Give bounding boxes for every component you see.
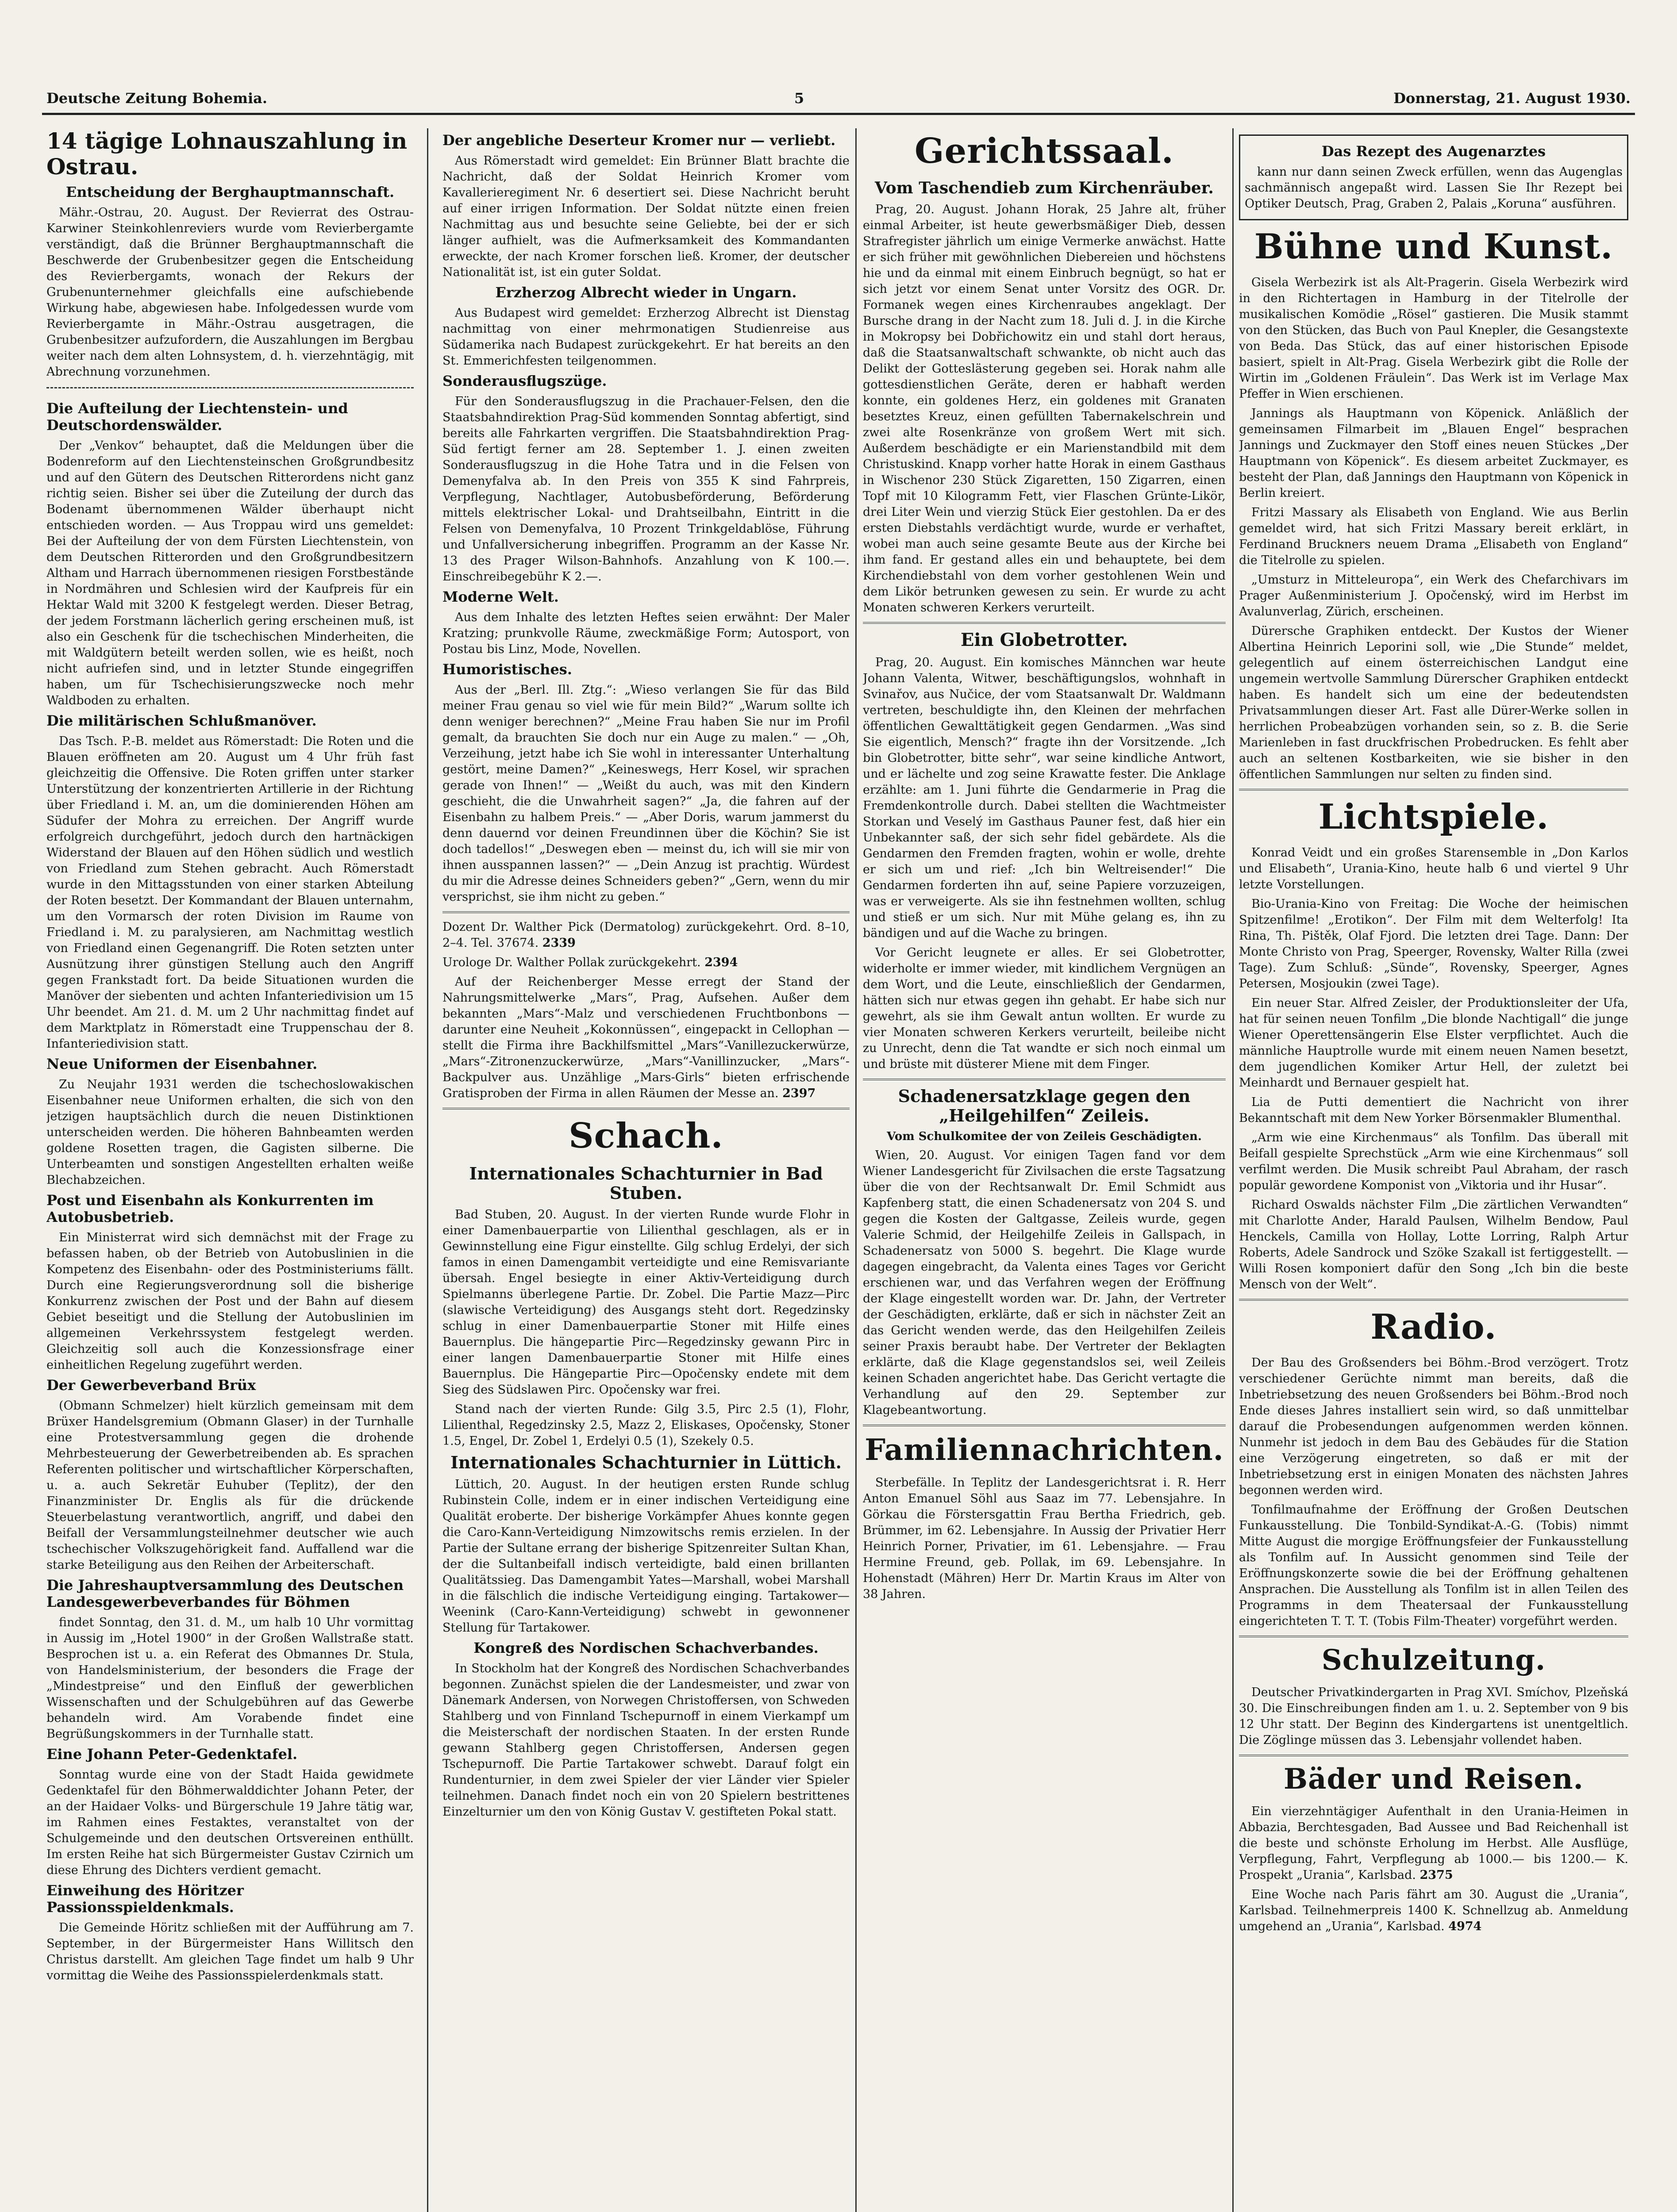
section-title: Radio. (1370, 1307, 1497, 1347)
article-body: Tonfilmaufnahme der Eröffnung der Großen Deutschen Funkausstellung. Die Tonbild-Syndikat-A.-G. (Tobis) nimmt Mitte August die morgige Eröffnungsfeier der Funkausstellung als Tonfilm auf. In Aussicht genommen sind Teile der Eröffnungskonzerte sowie die bei der Eröffnung gehaltenen Ansprachen. Die Ausstellung als Tonfilm ist in allen Teilen des Programms in dem Theatersaal der Funkausstellung eingerichteten T. T. T. (Tobis Film-Theater) vorgeführt werden. (1239, 1503, 1628, 1628)
optician-advertisement (1239, 134, 1628, 220)
divider (1239, 1299, 1628, 1301)
newspaper-name: Deutsche Zeitung Bohemia. (46, 90, 268, 107)
article-body: Aus Budapest wird gemeldet: Erzherzog Albrecht ist Dienstag nachmittag von einer mehrmonatigen Studienreise aus Südamerika nach Budapest zurückgekehrt. Er hat bereits an den St. Emmerichfesten teilgenommen. (442, 306, 850, 368)
article-headline: 14 tägige Lohnauszahlung in Ostrau. (46, 128, 408, 180)
column-4 (1239, 128, 1628, 2212)
article-headline: Internationales Schachturnier in Bad Stuben. (469, 1164, 823, 1203)
article-body: Aus Römerstadt wird gemeldet: Ein Brünner Blatt brachte die Nachricht, daß der Soldat Heinrich Kromer vom Kavallerieregiment Nr. 6 desertiert sei. Diese Nachricht beruht auf einer irrigen Information. Der Soldat nützte einen freien Nachmittag aus und besuchte seine Geliebte, bei der er sich länger aufhielt, was die Aufmerksamkeit des Kommandanten erweckte, der nach Kromer forschen ließ. Kromer, der deutscher Nationalität ist, ist ein guter Soldat. (442, 154, 850, 279)
article-body: Gisela Werbezirk ist als Alt-Pragerin. Gisela Werbezirk wird in den Richtertagen in Hamburg in der Titelrolle der musikalischen Komödie „Rösel“ gastieren. Die Musik stammt von den Stücken, das Buch von Paul Knepler, die Gesangstexte von Beda. Das Stück, das auf einer historischen Episode basiert, spielt in Alt-Prag. Gisela Werbezirk gibt die Rolle der Wirtin im „Goldenen Fräulein“. Das Werk ist im Verlage Max Pfeffer in Wien erschienen. (1239, 276, 1628, 401)
article-body: findet Sonntag, den 31. d. M., um halb 10 Uhr vormittag in Aussig im „Hotel 1900“ in der Großen Wallstraße statt. Besprochen ist u. a. ein Referat des Obmannes Dr. Stula, von Handelsministerium, der besonders die Frage der „Mindestpreise“ und den Einfluß der gewerblichen Wissenschaften und der Schulgebühren auf das Gewerbe behandeln wird. Am Vorabende findet eine Begrüßungskommers in der Turnhalle statt. (46, 1616, 414, 1741)
article-body: Prag, 20. August. Johann Horak, 25 Jahre alt, früher einmal Arbeiter, ist heute gewerbsmäßiger Dieb, dessen Strafregister jährlich um einige Vermerke anwächst. Hatte er sich früher mit gewöhnlichen Diebereien und höchstens hie und da einmal mit einem Einbruch begnügt, so hat er sich jetzt vor einem Senat unter Vorsitz des OGR. Dr. Formanek wegen eines Kirchenraubes angeklagt. Der Bursche drang in der Nacht zum 18. Juli d. J. in die Kirche in Mokropsy bei Dobřichowitz ein und stahl dort heraus, daß die Staatsanwaltschaft schwankte, ob nicht auch das Delikt der Gotteslästerung gegeben sei. Horak nahm alle gottesdienstlichen Geräte, deren er habhaft werden konnte, ein goldenes Herz, ein goldenes mit Granaten besetztes Kreuz, einen gefüllten Tabernakelschrein und zwei alte Rosenkränze von großem Wert mit sich. Außerdem beschädigte er ein Marienstandbild mit dem Christuskind. Knapp vorher hatte Horak in einem Gasthaus in Wischenor 230 Stück Zigaretten, 150 Zigarren, einen Topf mit 10 Kilogramm Fett, vier Flaschen Grünte-Likör, drei Liter Wein und vierzig Stück Eier gestohlen. Da er des ersten Diebstahls verdächtigt wurde, wurde er verhaftet, wobei man auch seine gesamte Beute aus der Kirche bei ihm fand. Er gestand alles ein und behauptete, bei dem Kirchendiebstahl von dem vorher gestohlenen Wein und dem Likör betrunken gewesen zu sein. Er wurde zu acht Monaten schweren Kerkers verurteilt. (863, 203, 1226, 615)
ad-number: 2339 (542, 936, 576, 950)
section-title: Bühne und Kunst. (1254, 227, 1613, 267)
ad-number: 2375 (1419, 1868, 1453, 1882)
article-body: Ein neuer Star. Alfred Zeisler, der Produktionsleiter der Ufa, hat für seinen neuen Tonfilm „Die blonde Nachtigall“ die junge Wiener Operettensängerin Else Elster verpflichtet. Auch die männliche Hauptrolle wurde mit einem neuen Namen besetzt, dem jugendlichen Komiker Artur Hell, der zuletzt bei Meinhardt und Bernauer gespielt hat. (1239, 996, 1628, 1090)
article-headline: Moderne Welt. (442, 588, 559, 605)
article-body: Lüttich, 20. August. In der heutigen ersten Runde schlug Rubinstein Colle, indem er in einer indischen Verteidigung eine Qualität eroberte. Der bisherige Vorkämpfer Ahues konnte gegen die Caro-Kann-Verteidigung Nimzowitschs remis erzielen. In der Partie der Sultane errang der bisherige Spitzenreiter Sultan Khan, der die Sultanbeifall indisch verteidigte, bald einen brillanten Qualitätssieg. Das Damengambit Yates—Marshall, wobei Marshall in die fälschlich die indische Verteidigung einging. Tartakower—Weenink (Caro-Kann-Verteidigung) schwebt in gewonnener Stellung für Tartakower. (442, 1478, 850, 1635)
article-body: Richard Oswalds nächster Film „Die zärtlichen Verwandten“ mit Charlotte Ander, Harald Paulsen, Wilhelm Bendow, Paul Henckels, Camilla von Hollay, Lotte Lorring, Ralph Artur Roberts, Adele Sandrock und Szöke Szakall ist fertiggestellt. — Willi Rosen komponiert dafür den Song „Ich bin die beste Mensch von der Welt“. (1239, 1198, 1628, 1291)
article-body: Die Gemeinde Höritz schließen mit der Aufführung am 7. September, in der Bürgermeister Hans Willitsch den Christus darstellt. Am gleichen Tage findet um halb 9 Uhr vormittag die Weihe des Passionsspielerdenkmals statt. (46, 1921, 414, 1982)
article-body: Sterbefälle. In Teplitz der Landesgerichtsrat i. R. Herr Anton Emanuel Söhl aus Saaz im 77. Lebensjahre. In Görkau die Förstersgattin Frau Bertha Friedrich, geb. Brümmer, im 62. Lebensjahre. In Aussig der Privatier Herr Heinrich Porner, Privatier, im 61. Lebensjahre. — Frau Hermine Freund, geb. Pollak, im 69. Lebensjahre. In Hohenstadt (Mähren) Herr Dr. Martin Kraus im Alter von 38 Jahren. (863, 1475, 1226, 1601)
article-body: Das Tsch. P.-B. meldet aus Römerstadt: Die Roten und die Blauen eröffneten am 20. August um 4 Uhr früh fast gleichzeitig die Offensive. Die Roten griffen unter starker Unterstützung der konzentrierten Artillerie in der Richtung über Friedland i. M. an, um die dominierenden Höhen am Südufer der Mohra zu erreichen. Der Angriff wurde erfolgreich durchgeführt, jedoch durch den hartnäckigen Widerstand der Blauen auf den Höhen südlich und westlich von Friedland zum Stehen gebracht. Auch Römerstadt wurde in den Mittagsstunden von einer starken Abteilung der Roten besetzt. Der Kommandant der Blauen unternahm, um den Vormarsch der roten Division im Raume von Friedland i. M. zu paralysieren, am Nachmittag westlich von Friedland einen Gegenangriff. Die Roten setzten unter Ausnützung ihrer günstigen Stellung auch den Angriff gegen Frankstadt fort. Da beide Situationen wurden die Manöver der siebenten und achten Infanteriedivision um 15 Uhr beendet. Am 21. d. M. um 2 Uhr nachmittag findet auf dem Marktplatz in Römerstadt eine Truppenschau der 8. Infanteriedivision statt. (46, 734, 414, 1051)
article-headline: Sonderausflugszüge. (442, 373, 607, 389)
article-headline: Vom Taschendieb zum Kirchenräuber. (875, 179, 1214, 197)
divider (1239, 789, 1628, 791)
ad-headline: Das Rezept des Augenarztes (1321, 143, 1546, 160)
masthead (42, 86, 1635, 115)
article-text: Ein vierzehntägiger Aufenthalt in den Urania-Heimen in Abbazia, Berchtesgaden, Bad Aussee und Bad Reichenhall ist die beste und schönste Erholung im Herbst. Alle Ausflüge, Verpflegung, Fahrt, Verpflegung ab 1000.— bis 1200.— K. Prospekt „Urania“, Karlsbad. (1239, 1805, 1628, 1882)
article-body: „Arm wie eine Kirchenmaus“ als Tonfilm. Das überall mit Beifall gespielte Sprechstück „Arm wie eine Kirchenmaus“ soll verfilmt werden. Die Musik schreibt Paul Abraham, der rasch populär gewordene Komponist von „Viktoria und ihr Husar“. (1239, 1131, 1628, 1192)
advertisement (442, 955, 850, 971)
column-1 (46, 128, 414, 2212)
article-body: Lia de Putti dementiert die Nachricht von ihrer Bekanntschaft mit dem New Yorker Börsenmakler Blumenthal. (1239, 1095, 1628, 1125)
article-body: „Umsturz in Mitteleuropa“, ein Werk des Chefarchivars im Prager Außenministerium J. Opočenský, wird im Herbst im Avalunverlag, Zürich, erscheinen. (1239, 573, 1628, 618)
ad-text: Auf der Reichenberger Messe erregt der Stand der Nahrungsmittelwerke „Mars“, Prag, Aufsehen. Außer dem bekannten „Mars“-Malz und verschiedenen Fruchtbonbons — darunter eine Neuheit „Kokonnüssen“, eingepackt in Cellophan — stellt die Firma ihre Backhilfsmittel „Mars“-Vanillezuckerwürze, „Mars“-Zitronenzuckerwürze, „Mars“-Vanillinzucker, „Mars“-Backpulver aus. Unzählige „Mars-Girls“ bieten erfrischende Gratisproben der Firma in allen Räumen der Messe an. (442, 975, 850, 1100)
article-headline: Der Gewerbeverband Brüx (46, 1377, 256, 1394)
article-body: Fritzi Massary als Elisabeth von England. Wie aus Berlin gemeldet wird, hat sich Fritzi Massary bereit erklärt, in Ferdinand Bruckners neuem Drama „Elisabeth von England“ die Titelrolle zu spielen. (1239, 506, 1628, 567)
article-body: (Obmann Schmelzer) hielt kürzlich gemeinsam mit dem Brüxer Handelsgremium (Obmann Glaser) in der Turnhalle eine Protestversammlung gegen die drohende Mehrbesteuerung der Gewerbetreibenden ab. Es sprachen Referenten politischer und wirtschaftlicher Körperschaften, u. a. auch Sekretär Euhuber (Teplitz), der den Finanzminister Dr. Englis als für die drückende Steuerbelastung verantwortlich, angriff, und dabei den Beifall der Versammlungsteilnehmer deutscher wie auch tschechischer Volkszugehörigkeit fand. Auffallend war die starke Beteiligung aus den Reihen der Arbeiterschaft. (46, 1399, 414, 1572)
divider (442, 911, 850, 913)
column-3 (863, 128, 1226, 2212)
article-headline: Der angebliche Deserteur Kromer nur — verliebt. (442, 132, 836, 149)
section-title: Lichtspiele. (1318, 797, 1549, 837)
section-title: Schulzeitung. (1321, 1644, 1546, 1677)
divider (863, 622, 1226, 624)
advertisement (442, 919, 850, 951)
article-headline: Erzherzog Albrecht wieder in Ungarn. (495, 284, 797, 301)
section-title: Bäder und Reisen. (1284, 1763, 1584, 1796)
article-headline: Einweihung des Höritzer Passionsspieldenkmals. (46, 1882, 244, 1916)
column-rule (1232, 128, 1234, 2212)
article-body: Mähr.-Ostrau, 20. August. Der Revierrat des Ostrau-Karwiner Steinkohlenreviers wurde vom Revierbergamte verständigt, daß die Brünner Berghauptmannschaft die Beschwerde der Grubenbesitzer gegen die Entscheidung des Revierbergamts, wonach der Rekurs der Grubenunternehmer gleichfalls eine aufschiebende Wirkung habe, abgewiesen habe. Infolgedessen wurde vom Revierbergamte in Mähr.-Ostrau ausgetragen, die Grubenbesitzer aufzufordern, die Auszahlungen im Bergbau weiter nach dem alten Lohnsystem, d. h. vierzehntägig, mit Abrechnung vorzunehmen. (46, 206, 414, 379)
article-headline: Eine Johann Peter-Gedenktafel. (46, 1746, 298, 1763)
article-body: Wien, 20. August. Vor einigen Tagen fand vor dem Wiener Landesgericht für Zivilsachen die erste Tagsatzung über die von der Rechtsanwalt Dr. Emil Schmidt aus Kapfenberg statt, die einen Schadenersatz von 204 S. und gegen die Kosten der Galtgasse, Zeileis wurde, gegen Valerie Schmid, der Heilgehilfe Zeileis in Gallspach, in Schadenersatz von 5000 S. begehrt. Die Klage wurde dagegen eingebracht, da Valenta eines Tages vor Gericht erschienen war, und das Verfahren wegen der Eröffnung der Klage eingestellt worden war. Dr. Jahn, der Vertreter der Geschädigten, erklärte, daß er sich in nächster Zeit an das Gericht wenden werde, das den Heilgehilfen Zeileis seiner Praxis beraubt habe. Der Vertreter der Beklagten erklärte, daß die Klage gegenstandslos sei, weil Zeileis keinen Schaden angerichtet habe. Das Gericht vertagte die Verhandlung auf den 29. September zur Klagebeantwortung. (863, 1148, 1226, 1417)
article-body: Prag, 20. August. Ein komisches Männchen war heute Johann Valenta, Witwer, beschäftigungslos, wohnhaft in Svinařov, aus Nučice, der vom Staatsanwalt Dr. Waldmann vertreten, beschuldigte ihn, den Kleinen der mehrfachen öffentlichen Gewalttätigkeit gegen Gendarmen. „Was sind Sie eigentlich, Mensch?“ fragte ihn der Vorsitzende. „Ich bin Globetrotter, bitte sehr“, war seine kindliche Antwort, und er lächelte und zog seine Krawatte fester. Die Anklage erzählte: am 1. Juni führte die Gendarmerie in Prag die Fremdenkontrolle durch. Dabei stellten die Wachtmeister Storkan und Veselý im Gasthaus Pauner fest, daß hier ein Unbekannter saß, der sich sehr fidel gebärdete. Als die Gendarmen den Fremden fragten, wohin er wolle, drehte er sich um und rief: „Ich bin Weltreisender!“ Die Gendarmen forderten ihn auf, seine Papiere vorzuzeigen, was er verweigerte. Als sie ihn festnehmen wollten, schlug und stieß er um sich. Nur mit Mühe gelang es, ihn zu bändigen und auf die Wache zu bringen. (863, 656, 1226, 941)
article-body: In Stockholm hat der Kongreß des Nordischen Schachverbandes begonnen. Zunächst spielen die der Landesmeister, und zwar von Dänemark Andersen, von Norwegen Christoffersen, von Schweden Stahlberg und von Finnland Tschepurnoff in einem Vierkampf um die Meisterschaft der nordischen Staaten. In der ersten Runde gewann Stahlberg gegen Christoffersen, Andersen gegen Tschepurnoff. Die Partie Tartakower schwebt. Darauf folgt ein Rundenturnier, in dem zwei Spieler der vier Länder vier Spieler teilnehmen. Danach findet noch ein von 20 Spielern bestrittenes Einzelturnier um den von König Gustav V. gestifteten Pokal statt. (442, 1662, 850, 1819)
article-body: Dürersche Graphiken entdeckt. Der Kustos der Wiener Albertina Heinrich Leporini soll, wie „Die Stunde“ meldet, gelegentlich auf einem österreichischen Landgut eine ungemein wertvolle Sammlung Dürerscher Graphiken entdeckt haben. Es handelt sich um eine der bedeutendsten Privatsammlungen dieser Art. Fast alle Dürer-Werke sollen in herrlichen Probeabzügen vorhanden sein, so z. B. die Serie Marienleben in fast druckfrischen Probedrucken. Es fehlt aber auch an seltenen Kostbarkeiten, wie sie bisher in den öffentlichen Sammlungen nur selten zu finden sind. (1239, 624, 1628, 781)
advertisement (442, 974, 850, 1102)
divider (1239, 1755, 1628, 1756)
divider (46, 387, 414, 393)
article-body: Der „Venkov“ behauptet, daß die Meldungen über die Bodenreform auf den Liechtensteinschen Großgrundbesitz und auf den Gütern des Deutschen Ritterordens nicht ganz richtig seien. Bisher sei über die Zuteilung der durch das Bodenamt übernommenen Wälder überhaupt nicht entschieden worden. — Aus Troppau wird uns gemeldet: Bei der Aufteilung der von dem Fürsten Liechtenstein, von dem Deutschen Ritterorden und den Großgrundbesitzern Altham und Harrach übernommenen riesigen Forstbestände in Nordmähren und Schlesien wird der Kaufpreis für ein Hektar Wald mit 3200 K festgelegt werden. Dieser Betrag, der jedem Forstmann lächerlich gering erscheinen muß, ist also ein Geschenk für die tschechischen Minderheiten, die mit Waldgütern beteilt werden sollen, wie es heißt, noch nicht aufriefen sind, und in letzter Stunde eingegriffen haben, um für Tschechisierungszwecke noch mehr Waldboden zu erhalten. (46, 439, 414, 707)
article-headline: Ein Globetrotter. (960, 630, 1128, 651)
section-title: Schach. (569, 1116, 723, 1156)
article-body: Deutscher Privatkindergarten in Prag XVI. Smíchov, Plzeňská 30. Die Einschreibungen finden am 1. u. 2. September von 9 bis 12 Uhr statt. Der Beginn des Kindergartens ist unentgeltlich. Die Zöglinge müssen das 3. Lebensjahr vollendet haben. (1239, 1686, 1628, 1747)
article-body: Ein Ministerrat wird sich demnächst mit der Frage zu befassen haben, ob der Betrieb von Autobuslinien in die Kompetenz des Eisenbahn- oder des Postministeriums fällt. Durch eine Regierungsverordnung soll die bisherige Konkurrenz zwischen der Post und der Bahn auf diesem Gebiet beseitigt und die Stellung der Autobuslinien im allgemeinen Verkehrssystem festgelegt werden. Gleichzeitig soll auch die Konzessionsfrage einer einheitlichen Regelung zugeführt werden. (46, 1231, 414, 1372)
article-body: Bad Stuben, 20. August. In der vierten Runde wurde Flohr in einer Damenbauerpartie von Lilienthal geschlagen, als er in Gewinnstellung eine Figur einstellte. Gilg schlug Erdelyi, der sich famos in einen Damengambit verteidigte und eine Remisvariante übersah. Engel besiegte in einer Aktiv-Verteidigung durch Spielmanns überlegene Partie. Dr. Zobel. Die Partie Mazz—Pirc (slawische Verteidigung) des Ausgangs steht dort. Regedzinsky schlug in einer Damenbauerpartie Stoner mit Hilfe eines Bauernplus. Die hängepartie Pirc—Regedzinsky gewann Pirc in einer langen Damenbauerpartie Stoner mit Hilfe eines Bauernplus. Die Hängepartie Pirc—Opočensky endete mit dem Sieg des Südslawen Pirc. Opočensky war frei. (442, 1208, 850, 1397)
section-title: Familiennachrichten. (865, 1432, 1224, 1467)
article-headline: Humoristisches. (442, 661, 572, 678)
page-number: 5 (794, 90, 804, 107)
article-subheadline: Entscheidung der Berghauptmannschaft. (65, 184, 395, 200)
article-headline: Kongreß des Nordischen Schachverbandes. (473, 1640, 819, 1657)
article-subheadline: Vom Schulkomitee der von Zeileis Geschädigten. (887, 1129, 1202, 1143)
column-rule (427, 128, 428, 2212)
article-headline: Post und Eisenbahn als Konkurrenten im Autobusbetrieb. (46, 1192, 374, 1225)
article-body: Vor Gericht leugnete er alles. Er sei Globetrotter, widerholte er immer wieder, mit kindlichem Vergnügen an dem Wort, und die Leute, einschließlich der Gendarmen, hätten sich nur etwas gegen ihn gehabt. Er habe sich nur gewehrt, als sie ihm Gewalt antun wollten. Er wurde zu vier Monaten schweren Kerkers verurteilt, beileibe nicht zu Unrecht, denn die Tat wandte er sich noch einmal um und brüste mit düsterer Miene mit dem Finger. (863, 946, 1226, 1071)
article-text: Eine Woche nach Paris fährt am 30. August die „Urania“, Karlsbad. Teilnehmerpreis 1400 K. Schnellzug ab. Anmeldung umgehend an „Urania“, Karlsbad. (1239, 1888, 1628, 1933)
ad-text: Urologe Dr. Walther Pollak zurückgekehrt. (442, 956, 701, 969)
article-headline: Internationales Schachturnier in Lüttich. (450, 1452, 842, 1473)
article-body: Jannings als Hauptmann von Köpenick. Anläßlich der gemeinsamen Filmarbeit im „Blauen Engel“ besprachen Jannings und Zuckmayer den Stoff eines neuen Stückes „Der Hauptmann von Köpenick“. Es diesem arbeitet Zuckmayer, es besteht der Plan, daß Jannings den Hauptmann von Köpenick in Berlin kreiert. (1239, 407, 1628, 500)
divider (863, 1425, 1226, 1426)
article-body: Zu Neujahr 1931 werden die tschechoslowakischen Eisenbahner neue Uniformen erhalten, die sich von den jetzigen hauptsächlich durch die neuen Distinktionen unterscheiden werden. Die höheren Bahnbeamten werden goldene Rosetten tragen, die Gagisten silberne. Die Unterbeamten und sonstigen Angestellten erhalten weiße Blechabzeichen. (46, 1078, 414, 1187)
ad-text: kann nur dann seinen Zweck erfüllen, wenn das Augenglas sachmännisch angepaßt wird. Lassen Sie Ihr Rezept bei Optiker Deutsch, Prag, Graben 2, Palais „Koruna“ ausführen. (1245, 165, 1623, 211)
divider (1239, 1636, 1628, 1637)
article-body: Bio-Urania-Kino von Freitag: Die Woche der heimischen Spitzenfilme! „Erotikon“. Der Film mit dem Welterfolg! Ita Rina, Th. Pištěk, Olaf Fjord. Die letzten drei Tage. Dann: Der Monte Christo von Prag, Speerger, Rovensky, Walter Rilla (zwei Tage). Zum Schluß: „Sünde“, Rovensky, Speerger, Agnes Petersen, Mosjoukin (zwei Tage). (1239, 897, 1628, 991)
article-body: Sonntag wurde eine von der Stadt Haida gewidmete Gedenktafel für den Böhmerwalddichter Johann Peter, der an der Haidaer Volks- und Bürgerschule 19 Jahre tätig war, im Rahmen eines Festaktes, veranstaltet von der Schulgemeinde und den deutschen Ortsvereinen enthüllt. Im ersten Reihe hat sich Bürgermeister Gustav Czirnich um diese Ehrung des Dichters verdient gemacht. (46, 1768, 414, 1877)
article-body: Aus der „Berl. Ill. Ztg.“: „Wieso verlangen Sie für das Bild meiner Frau genau so viel wie für mein Bild?“ „Warum sollte ich denn weniger berechnen?“ „Meine Frau haben Sie nur im Profil gemalt, da brauchten Sie doch nur ein Auge zu malen.“ — „Oh, Verzeihung, jetzt habe ich Sie wohl in interessanter Unterhaltung gestört, meine Damen?“ „Keineswegs, Herr Kosel, wir sprachen gerade von Ihnen!“ — „Weißt du auch, was mit den Kindern geschieht, die die Unwahrheit sagen?“ „Ja, die fahren auf der Eisenbahn zu halbem Preis.“ — „Aber Doris, warum jammerst du denn dauernd vor deinen Freundinnen über die Köchin? Sie ist doch tadellos!“ „Deswegen eben — meinst du, ich will sie mir von ihnen ausspannen lassen?“ — „Dein Anzug ist prachtig. Würdest du mir die Adresse deines Schneiders geben?“ „Gern, wenn du mir versprichst, sie ihm nicht zu geben.“ (442, 683, 850, 904)
article-body (1239, 1887, 1628, 1935)
article-body: Der Bau des Großsenders bei Böhm.-Brod verzögert. Trotz verschiedener Gerüchte nimmt man bereits, daß die Inbetriebsetzung des neuen Großsenders bei Böhm.-Brod noch Ende dieses Jahres installiert sein wird, so daß unmittelbar darauf die Probesendungen aufgenommen werden können. Nunmehr ist jedoch in dem Bau des Gebäudes für die Station eine Verzögerung eingetreten, so daß er mit der Inbetriebsetzung erst in einigen Monaten des nächsten Jahres begonnen werden wird. (1239, 1356, 1628, 1497)
article-body: Stand nach der vierten Runde: Gilg 3.5, Pirc 2.5 (1), Flohr, Lilienthal, Regedzinsky 2.5, Mazz 2, Eliskases, Opočensky, Stoner 1.5, Engel, Dr. Zobel 1, Erdelyi 0.5 (1), Szekely 0.5. (442, 1402, 850, 1448)
section-title: Gerichtssaal. (915, 131, 1174, 171)
article-headline: Die militärischen Schlußmanöver. (46, 712, 317, 729)
article-headline: Die Aufteilung der Liechtenstein- und Deutschordenswälder. (46, 400, 348, 434)
column-2 (442, 128, 850, 2212)
newspaper-page (42, 86, 1635, 2212)
article-headline: Schadenersatzklage gegen den „Heilgehilfen“ Zeileis. (898, 1086, 1191, 1126)
divider (863, 1079, 1226, 1080)
ad-number: 2394 (704, 956, 738, 969)
article-headline: Neue Uniformen der Eisenbahner. (46, 1056, 318, 1072)
article-body: Für den Sonderausflugszug in die Prachauer-Felsen, den die Staatsbahndirektion Prag-Süd kommenden Sonntag abfertigt, sind bereits alle Fahrkarten vergriffen. Die Staatsbahndirektion Prag-Süd fertigt ferner am 28. September 1. J. einen zweiten Sonderausflugszug in die Hohe Tatra und in die Felsen von Demenyfalva ab. In den Preis von 355 K sind Fahrpreis, Verpflegung, Nachtlager, Autobusbeförderung, Beförderung mittels elektrischer Lokal- und Drahtseilbahn, Eintritt in die Felsen von Demenyfalva, 10 Prozent Trinkgeldablöse, Führung und Unfallversicherung inbegriffen. Programm an der Kasse Nr. 13 des Prager Wilson-Bahnhofs. Anzahlung von K 100.—. Einschreibegebühr K 2.—. (442, 395, 850, 584)
ad-text: Dozent Dr. Walther Pick (Dermatolog) zurückgekehrt. Ord. 8–10, 2–4. Tel. 37674. (442, 920, 850, 950)
article-body (1239, 1804, 1628, 1883)
column-rule (855, 128, 857, 2212)
ad-number: 2397 (782, 1087, 816, 1100)
ad-number: 4974 (1448, 1920, 1482, 1933)
article-headline: Die Jahreshauptversammlung des Deutschen Landesgewerbeverbandes für Böhmen (46, 1577, 404, 1610)
divider (442, 1108, 850, 1110)
article-body: Konrad Veidt und ein großes Starensemble in „Don Karlos und Elisabeth“, Urania-Kino, heute halb 6 und viertel 9 Uhr letzte Vorstellungen. (1239, 846, 1628, 891)
article-body: Aus dem Inhalte des letzten Heftes seien erwähnt: Der Maler Kratzing; prunkvolle Räume, zweckmäßige Form; Autosport, von Postau bis Linz, Mode, Novellen. (442, 611, 850, 656)
issue-date: Donnerstag, 21. August 1930. (1393, 90, 1631, 107)
